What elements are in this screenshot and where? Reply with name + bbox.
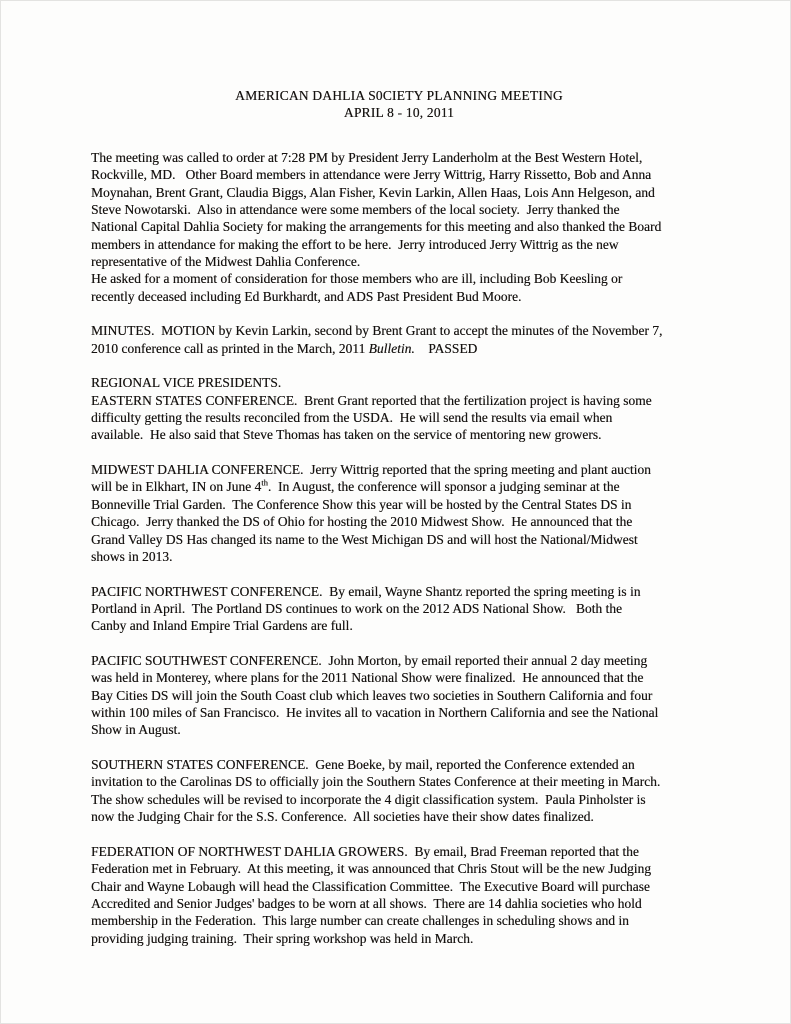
document-line: providing judging training. Their spring workshop was held in March. [91, 930, 474, 946]
document-line: He asked for a moment of consideration for those members who are ill, including Bob Keesling or [91, 271, 623, 287]
document-line: will be in Elkhart, IN on June 4th. In August, the conference will sponsor a judging seminar at the [91, 477, 620, 495]
document-paragraph [91, 652, 731, 739]
document-line: Steve Nowotarski. Also in attendance were some members of the local society. Jerry thanked the [91, 201, 620, 217]
document-line: Bay Cities DS will join the South Coast club which leaves two societies in Southern California and four [91, 687, 653, 703]
superscript-text: th [261, 477, 268, 488]
document-line: shows in 2013. [91, 548, 173, 564]
document-line: 2010 conference call as printed in the March, 2011 Bulletin. PASSED [91, 340, 478, 356]
document-line: Grand Valley DS Has changed its name to the West Michigan DS and will host the National/Midwest [91, 531, 638, 547]
document-line: Canby and Inland Empire Trial Gardens are full. [91, 618, 353, 634]
document-line: Accredited and Senior Judges' badges to be worn at all shows. There are 14 dahlia societies who hold [91, 895, 642, 911]
italic-text: Bulletin. [368, 340, 415, 356]
document-line: Chair and Wayne Lobaugh will head the Classification Committee. The Executive Board will purchase [91, 878, 650, 894]
document-line: MIDWEST DAHLIA CONFERENCE. Jerry Wittrig reported that the spring meeting and plant auction [91, 462, 651, 478]
document-paragraph [91, 322, 731, 357]
document-line: FEDERATION OF NORTHWEST DAHLIA GROWERS. By email, Brad Freeman reported that the [91, 843, 639, 859]
document-line: available. He also said that Steve Thomas has taken on the service of mentoring new growers. [91, 427, 602, 443]
document-line: MINUTES. MOTION by Kevin Larkin, second by Brent Grant to accept the minutes of the November 7, [91, 323, 663, 339]
document-paragraph [91, 461, 731, 565]
document-paragraph [91, 374, 731, 443]
document-line: Rockville, MD. Other Board members in attendance were Jerry Wittrig, Harry Rissetto, Bob and Anna [91, 167, 652, 183]
document-line: National Capital Dahlia Society for making the arrangements for this meeting and also thanked the Board [91, 219, 662, 235]
document-line: was held in Monterey, where plans for the 2011 National Show were finalized. He announced that the [91, 670, 644, 686]
document-line: invitation to the Carolinas DS to officially join the Southern States Conference at their meeting in March. [91, 774, 661, 790]
document-title: AMERICAN DAHLIA S0CIETY PLANNING MEETING [235, 88, 563, 103]
document-line: Federation met in February. At this meeting, it was announced that Chris Stout will be the new Judging [91, 861, 652, 877]
document-line: The show schedules will be revised to incorporate the 4 digit classification system. Paula Pinholster is [91, 791, 646, 807]
document-line: Show in August. [91, 722, 181, 738]
document-line: recently deceased including Ed Burkhardt, and ADS Past President Bud Moore. [91, 288, 522, 304]
document-paragraph [91, 843, 731, 947]
document-line: Bonneville Trial Garden. The Conference Show this year will be hosted by the Central States DS in [91, 496, 632, 512]
document-line: PACIFIC SOUTHWEST CONFERENCE. John Morton, by email reported their annual 2 day meeting [91, 653, 648, 669]
document-line: Moynahan, Brent Grant, Claudia Biggs, Alan Fisher, Kevin Larkin, Allen Haas, Lois Ann Helgeson, and [91, 184, 655, 200]
document-line: The meeting was called to order at 7:28 PM by President Jerry Landerholm at the Best Western Hotel, [91, 149, 643, 165]
document-line: REGIONAL VICE PRESIDENTS. [91, 375, 282, 391]
document-line: within 100 miles of San Francisco. He invites all to vacation in Northern California and see the National [91, 705, 659, 721]
document-line: members in attendance for making the effort to be here. Jerry introduced Jerry Wittrig as the new [91, 236, 619, 252]
document-line: now the Judging Chair for the S.S. Conference. All societies have their show dates finalized. [91, 809, 594, 825]
document-line: Chicago. Jerry thanked the DS of Ohio for hosting the 2010 Midwest Show. He announced that the [91, 514, 633, 530]
document-line: difficulty getting the results reconciled from the USDA. He will send the results via email when [91, 410, 613, 426]
document-paragraph [91, 149, 731, 305]
document-body [91, 149, 731, 947]
document-paragraph [91, 583, 731, 635]
document-line: membership in the Federation. This large number can create challenges in scheduling shows and in [91, 913, 629, 929]
document-line: SOUTHERN STATES CONFERENCE. Gene Boeke, by mail, reported the Conference extended an [91, 757, 635, 773]
document-line: PACIFIC NORTHWEST CONFERENCE. By email, Wayne Shantz reported the spring meeting is in [91, 583, 641, 599]
document-subtitle: APRIL 8 - 10, 2011 [343, 105, 455, 121]
document-header [91, 87, 707, 122]
document-paragraph [91, 756, 731, 825]
document-line: representative of the Midwest Dahlia Conference. [91, 253, 361, 269]
document-line: EASTERN STATES CONFERENCE. Brent Grant reported that the fertilization project is having some [91, 392, 652, 408]
document-line: Portland in April. The Portland DS continues to work on the 2012 ADS National Show. Both the [91, 600, 622, 616]
